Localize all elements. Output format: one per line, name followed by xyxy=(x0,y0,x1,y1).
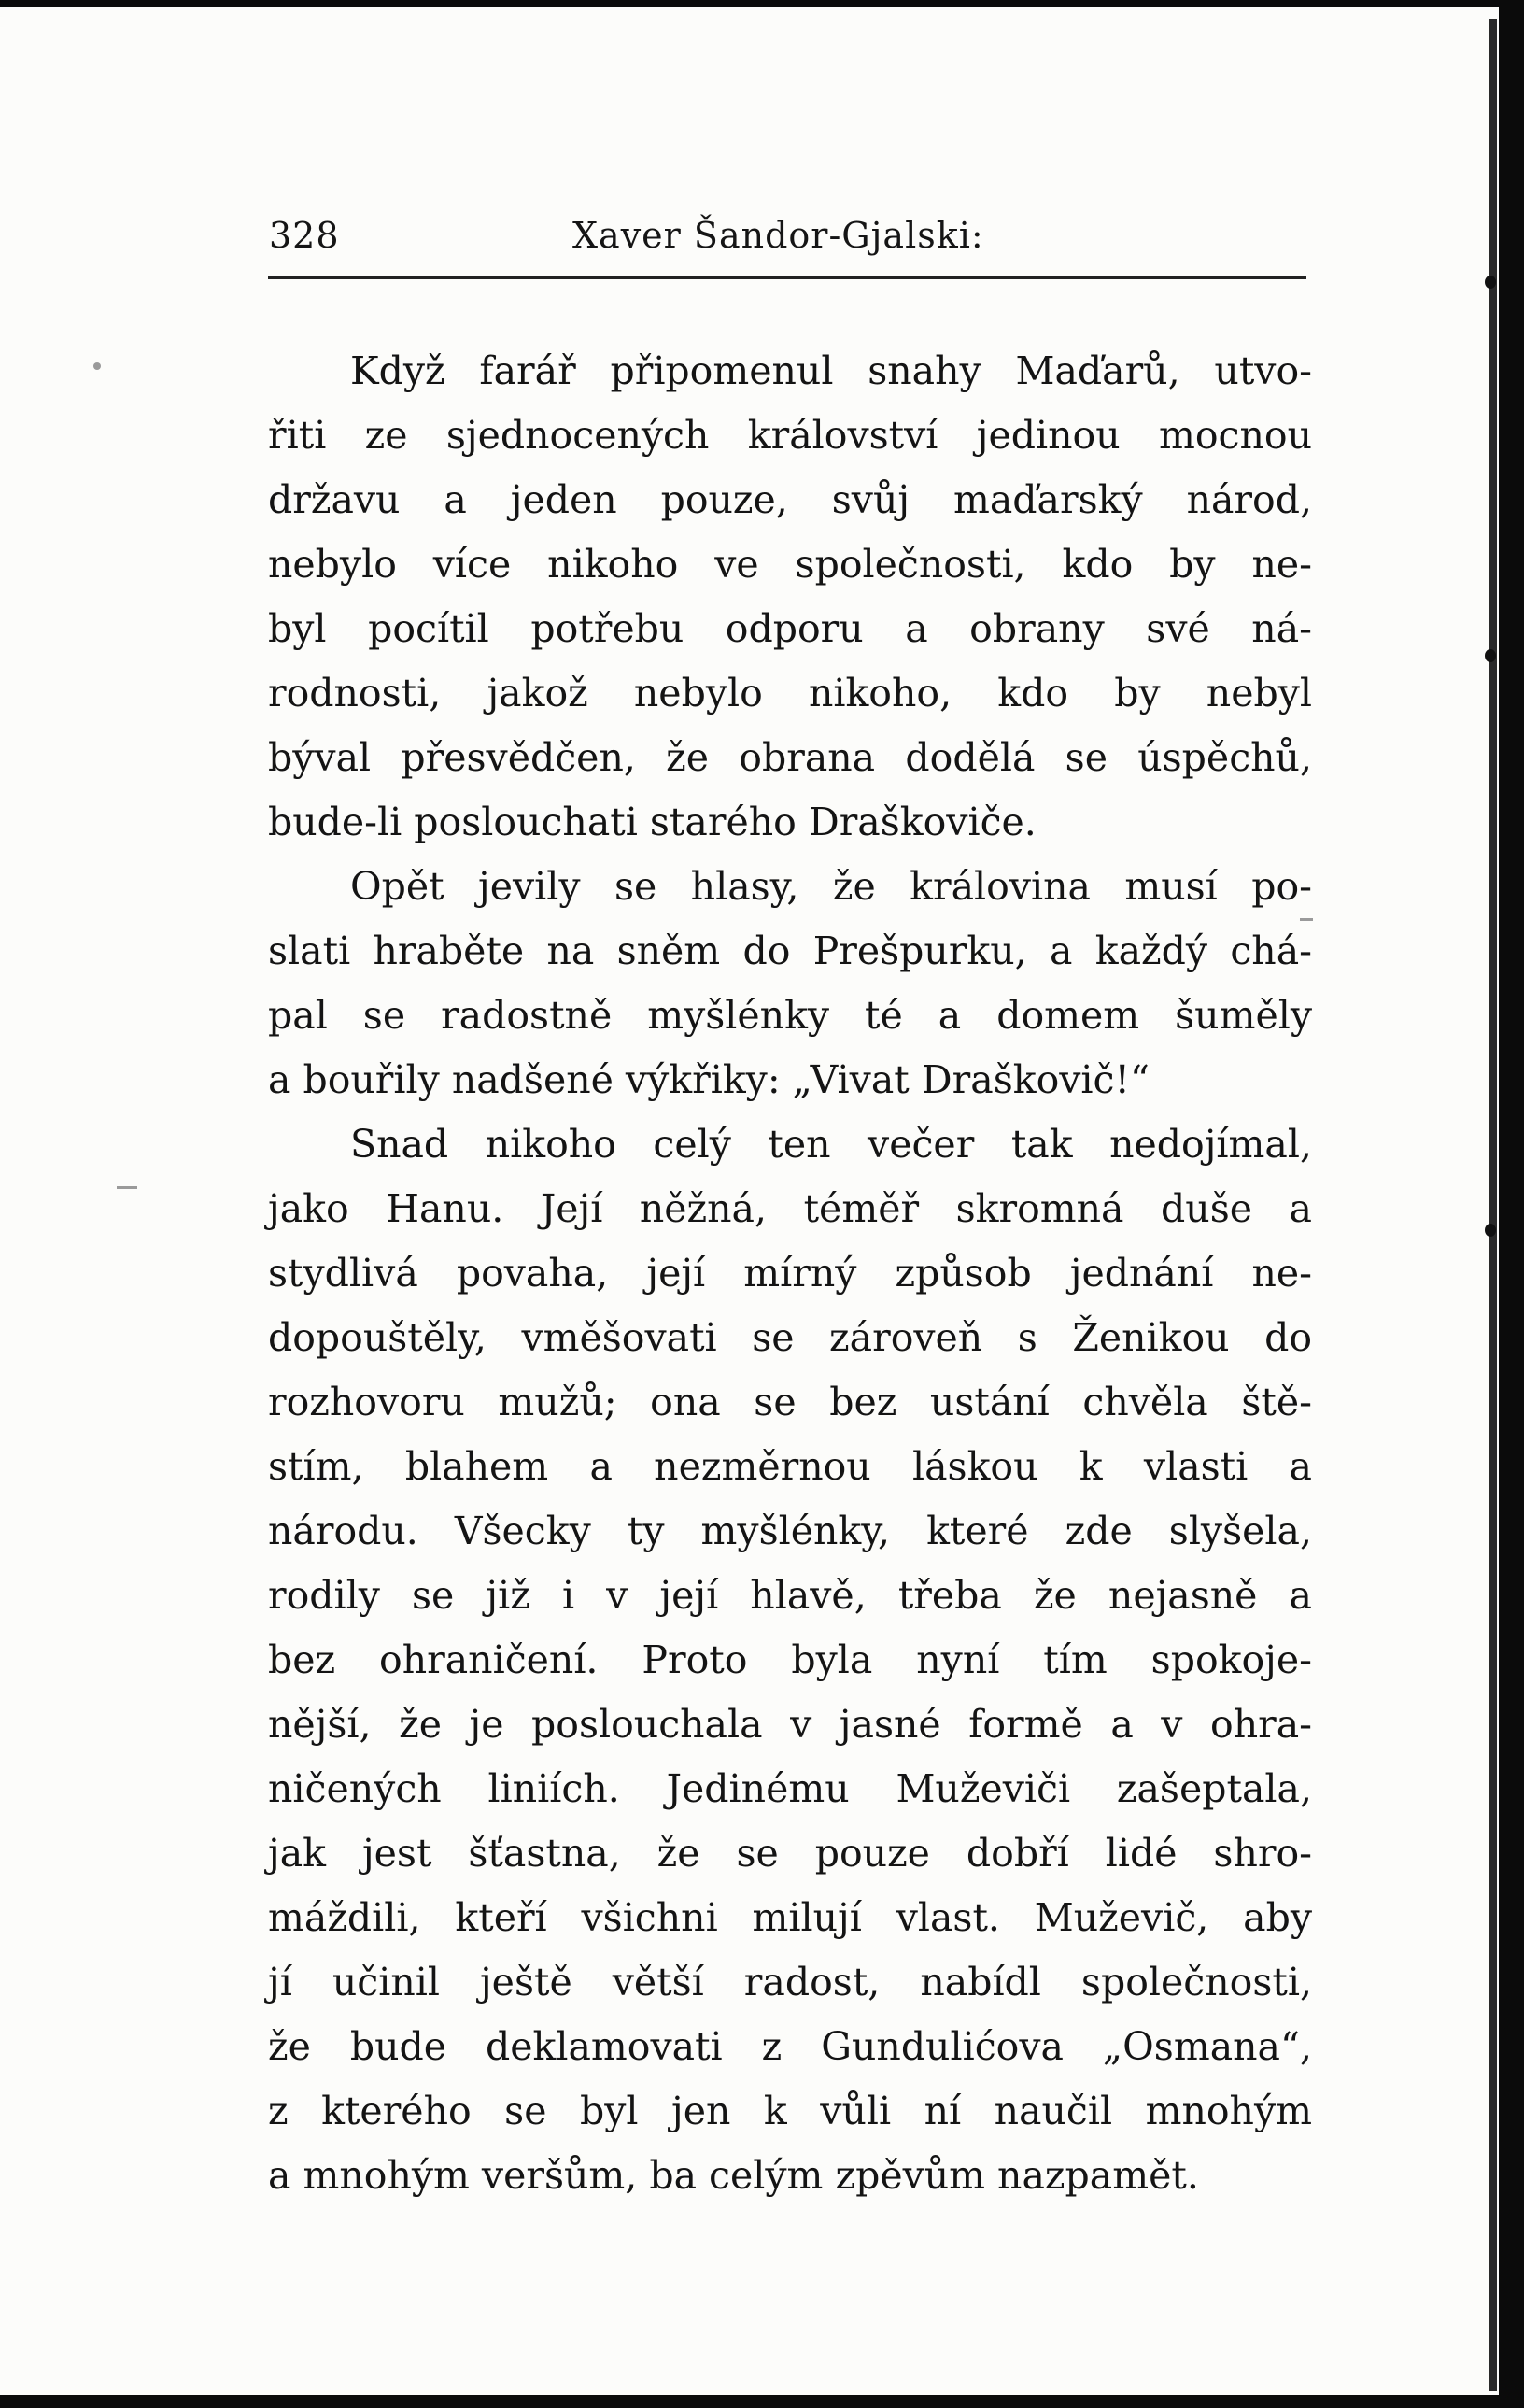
text-line: rodily se již i v její hlavě, třeba že nejasně a xyxy=(268,1573,1312,1618)
text-line: nebylo více nikoho ve společnosti, kdo by ne- xyxy=(268,542,1312,587)
page-number: 328 xyxy=(269,215,340,256)
edge-mark xyxy=(1485,276,1496,289)
text-line: slati hraběte na sněm do Prešpurku, a každý chá- xyxy=(268,928,1312,973)
text-line: bez ohraničení. Proto byla nyní tím spokoje- xyxy=(268,1637,1312,1682)
text-line: stím, blahem a nezměrnou láskou k vlasti a xyxy=(268,1444,1312,1489)
text-line: byl pocítil potřebu odporu a obrany své ná- xyxy=(268,606,1312,651)
edge-mark xyxy=(1485,649,1496,662)
scan-speck xyxy=(117,1186,137,1189)
scan-speck xyxy=(93,362,101,370)
text-line: državu a jeden pouze, svůj maďarský národ, xyxy=(268,477,1312,522)
text-line: jak jest šťastna, že se pouze dobří lidé shro- xyxy=(268,1831,1312,1876)
paragraph xyxy=(268,855,1312,1112)
text-line: máždili, kteří všichni milují vlast. Muževič, aby xyxy=(268,1895,1312,1940)
text-line: býval přesvědčen, že obrana dodělá se úspěchů, xyxy=(268,735,1312,780)
text-line: Opět jevily se hlasy, že královina musí po- xyxy=(350,864,1312,909)
body-text xyxy=(268,339,1312,2208)
text-line: jako Hanu. Její něžná, téměř skromná duše a xyxy=(268,1186,1312,1231)
text-line: národu. Všecky ty myšlénky, které zde slyšela, xyxy=(268,1509,1312,1553)
text-line: ničených liniích. Jedinému Muževiči zašeptala, xyxy=(268,1766,1312,1811)
text-line: řiti ze sjednocených království jedinou mocnou xyxy=(268,413,1312,458)
page-edge-shadow xyxy=(1489,19,1497,2391)
text-line: rodnosti, jakož nebylo nikoho, kdo by nebyl xyxy=(268,671,1312,715)
text-line: dopouštěly, vměšovati se zároveň s Ženikou do xyxy=(268,1315,1312,1360)
text-line: stydlivá povaha, její mírný způsob jednání ne- xyxy=(268,1251,1312,1296)
text-line: rozhovoru mužů; ona se bez ustání chvěla ště- xyxy=(268,1380,1312,1424)
header-rule xyxy=(268,276,1306,279)
text-line: a bouřily nadšené výkřiky: „Vivat Draškovič!“ xyxy=(268,1057,1150,1102)
edge-mark xyxy=(1485,1224,1496,1237)
page-header xyxy=(269,215,1305,267)
text-line: jí učinil ještě větší radost, nabídl společnosti, xyxy=(268,1960,1312,2004)
text-line: Když farář připomenul snahy Maďarů, utvo- xyxy=(350,348,1312,393)
book-page xyxy=(0,7,1499,2395)
text-line: a mnohým veršům, ba celým zpěvům nazpamět. xyxy=(268,2153,1199,2198)
text-line: Snad nikoho celý ten večer tak nedojímal, xyxy=(350,1122,1312,1167)
paragraph xyxy=(268,1112,1312,2208)
text-line: z kterého se byl jen k vůli ní naučil mnohým xyxy=(268,2089,1312,2133)
text-line: bude-li poslouchati starého Draškoviče. xyxy=(268,800,1037,844)
text-line: pal se radostně myšlénky té a domem šuměly xyxy=(268,993,1312,1038)
scan-speck xyxy=(1300,918,1313,921)
paragraph xyxy=(268,339,1312,855)
text-line: nější, že je poslouchala v jasné formě a v ohra- xyxy=(268,1702,1312,1747)
text-line: že bude deklamovati z Gundulićova „Osmana“, xyxy=(268,2024,1312,2069)
running-head: Xaver Šandor-Gjalski: xyxy=(572,215,984,256)
